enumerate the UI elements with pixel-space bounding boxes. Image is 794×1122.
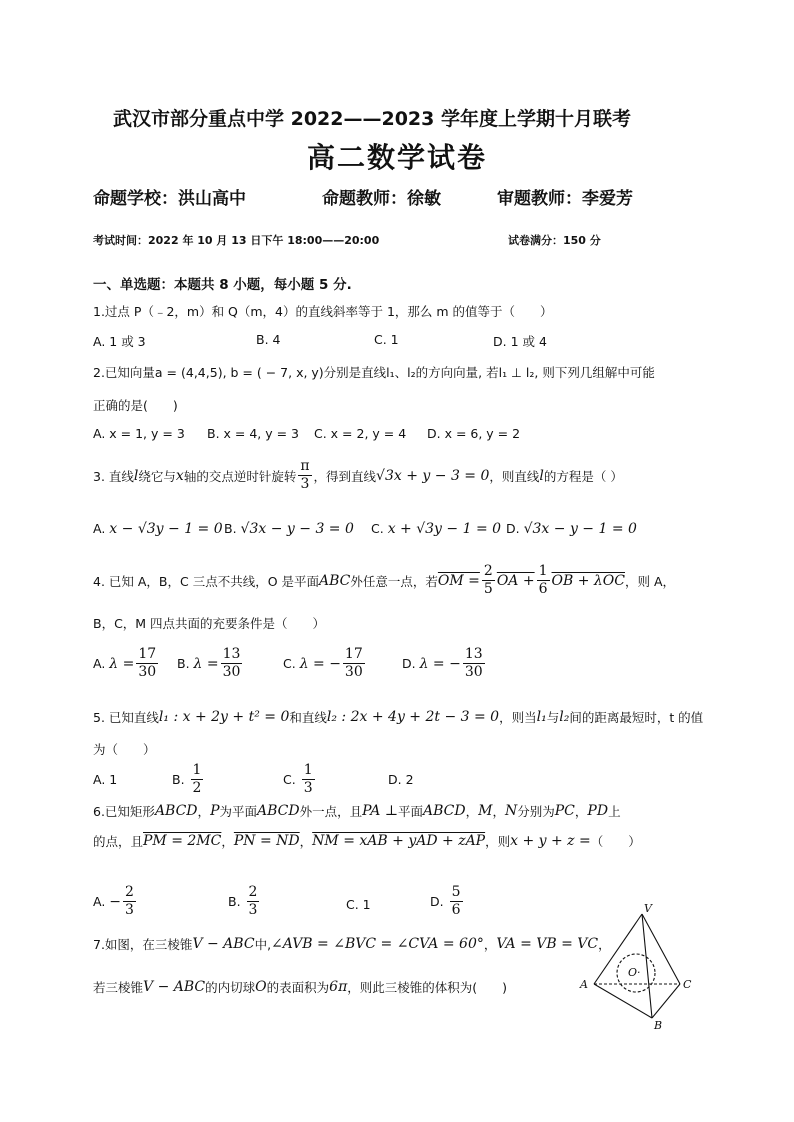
- q7-vabc: V − ABC: [192, 936, 255, 952]
- q6-text-h: 分别为: [517, 804, 555, 819]
- q7-text-g: 的表面积为: [266, 980, 330, 995]
- q5-text-e: 间的距离最短时，t 的值: [569, 710, 704, 725]
- q6-text-c: 为平面: [219, 804, 257, 819]
- q6-text-e: 平面: [398, 804, 424, 819]
- q6-text-g: ，: [492, 804, 505, 819]
- q3-option-b: [224, 521, 354, 537]
- q5-option-c: [283, 762, 317, 797]
- q7-text-h: ，则此三棱锥的体积为: [347, 980, 473, 995]
- q4-option-c-lambda: λ = −: [299, 655, 341, 672]
- q4-option-a-label: A.: [93, 656, 106, 671]
- q3-stem: [93, 458, 623, 493]
- section-heading: 一、单选题：本题共 8 小题，每小题 5 分.: [93, 277, 352, 293]
- q7-text-f: 的内切球: [205, 980, 256, 995]
- q4-frac-2-den: 6: [538, 581, 548, 597]
- q3-line-l-2: l: [539, 467, 544, 484]
- q6-text-d: 外一点，且: [299, 804, 363, 819]
- q7-text-b: 中,: [254, 937, 272, 952]
- q6-abcd: ABCD: [154, 803, 198, 819]
- q5-option-c-frac: [302, 762, 315, 797]
- q6-pm: PM = 2MC: [143, 833, 222, 849]
- school-title: 武汉市部分重点中学 2022——2023 学年度上学期十月联考: [113, 108, 631, 130]
- q3-option-d-label: D.: [506, 521, 520, 536]
- q6-option-a-label: A.: [93, 894, 106, 909]
- q5-text-d: 与: [546, 710, 560, 725]
- paper-title: 高二数学试卷: [306, 141, 487, 174]
- q7-o: O: [255, 979, 267, 995]
- setter-label: 命题教师：徐敏: [322, 189, 441, 209]
- q4-option-d: [402, 646, 487, 681]
- q7-area: 6π: [329, 979, 348, 995]
- q4-option-c-label: C.: [283, 656, 296, 671]
- label-a: A: [580, 978, 588, 991]
- q4-frac-2-num: 1: [538, 563, 548, 579]
- q3-text-a: 3. 直线: [93, 468, 134, 484]
- q4-frac-2: [537, 563, 550, 598]
- q6-option-d-num: 5: [451, 884, 461, 900]
- q6-abcd-2: ABCD: [257, 803, 300, 819]
- q4-option-d-label: D.: [402, 656, 416, 671]
- q1-option-d: D. 1 或 4: [493, 334, 547, 349]
- q6-stem-line1: [93, 802, 621, 820]
- q1-option-a: A. 1 或 3: [93, 334, 146, 349]
- q4-option-b-num: 13: [222, 646, 241, 662]
- q3-line-l: l: [133, 467, 139, 484]
- q4-option-b-frac: [221, 646, 243, 681]
- q4-om: OM =: [437, 572, 480, 589]
- edge-cb: [652, 984, 680, 1018]
- q6-option-b-label: B.: [228, 894, 241, 909]
- q4-option-a-frac: [136, 646, 158, 681]
- q3-option-a: [93, 521, 223, 537]
- q6-option-a-num: 2: [125, 884, 134, 900]
- q6-text-k: 的点，且: [93, 834, 144, 849]
- q5-text-c: ，则当: [499, 710, 537, 725]
- q6-option-a: [93, 884, 138, 919]
- q3-text-e: ，则直线: [489, 468, 540, 484]
- q4-abc: ABC: [319, 572, 351, 589]
- q6-option-b-den: 3: [248, 902, 258, 918]
- q1-option-b: B. 4: [256, 332, 281, 347]
- q5-option-c-num: 1: [303, 762, 313, 778]
- q6-option-a-minus: −: [109, 893, 122, 910]
- q5-option-a: A. 1: [93, 772, 118, 787]
- q4-option-c-num: 17: [344, 646, 363, 662]
- full-score: 试卷满分：150 分: [508, 234, 601, 247]
- q3-option-c-eq: x + √3y − 1 = 0: [387, 521, 502, 537]
- q6-pn: PN = ND: [233, 833, 300, 849]
- q6-m: M: [478, 803, 493, 819]
- q3-option-c-label: C.: [371, 521, 384, 536]
- q6-nm: NM = xAB + yAD + zAP: [312, 833, 486, 849]
- q3-option-a-eq: x − √3y − 1 = 0: [109, 521, 223, 537]
- label-c: C: [683, 978, 692, 991]
- q4-option-b-den: 30: [222, 664, 241, 680]
- q3-angle-fraction: [298, 458, 311, 493]
- q6-n: N: [505, 803, 518, 819]
- label-v: V: [644, 902, 652, 915]
- q3-option-c: [371, 521, 501, 537]
- q6-option-b-num: 2: [248, 884, 258, 900]
- q6-option-d-label: D.: [430, 894, 444, 909]
- q6-text-l: ，则: [485, 834, 511, 849]
- q2-option-b: B. x = 4, y = 3: [207, 426, 300, 441]
- q2-stem-line1: 2.已知向量a = (4,4,5), b = ( − 7, x, y)分别是直线l₁、l₂的方向向量, 若l₁ ⊥ l₂, 则下列几组解中可能: [93, 365, 655, 380]
- q4-option-b-lambda: λ =: [193, 655, 219, 672]
- q4-option-c-frac: [343, 646, 365, 681]
- q4-option-b-label: B.: [177, 656, 190, 671]
- q2-option-d: D. x = 6, y = 2: [427, 426, 521, 441]
- q6-text-b: ，: [197, 804, 211, 819]
- q6-comma-1: ，: [221, 834, 234, 849]
- q5-option-b-frac: [191, 762, 204, 797]
- q4-stem-line2: B，C，M 四点共面的充要条件是（ ）: [93, 616, 326, 631]
- tetrahedron-figure: [576, 902, 700, 1030]
- q3-line-eq: √3x + y − 3 = 0: [376, 467, 490, 484]
- q6-text-m: （ ）: [590, 834, 641, 849]
- q6-option-b-frac: [247, 884, 260, 919]
- q3-text-c: 轴的交点逆时针旋转: [183, 468, 297, 484]
- q4-ob-oc: OB + λOC: [551, 572, 625, 589]
- q7-stem-line2: [93, 978, 507, 996]
- q4-option-c: [283, 646, 367, 681]
- q4-option-a-den: 30: [138, 664, 157, 680]
- q5-text-a: 5. 已知直线: [93, 710, 159, 725]
- q7-text-d: ，: [598, 937, 611, 952]
- q3-option-d-eq: √3x − y − 1 = 0: [523, 521, 637, 537]
- q5-l1-equation: l₁ : x + 2y + t² = 0: [158, 709, 290, 725]
- q5-l2-equation: l₂ : 2x + 4y + 2t − 3 = 0: [326, 709, 500, 725]
- q7-edges: VA = VB = VC: [496, 936, 599, 952]
- q5-text-b: 和直线: [289, 710, 327, 725]
- q6-pd: PD: [587, 803, 609, 819]
- q7-text-a: 7.如图，在三棱锥: [93, 937, 193, 952]
- q2-option-c: C. x = 2, y = 4: [314, 426, 407, 441]
- q6-option-d: [430, 884, 465, 919]
- q4-option-c-den: 30: [344, 664, 363, 680]
- q7-vabc-2: V − ABC: [143, 979, 206, 995]
- q6-option-b: [228, 884, 261, 919]
- q3-text-d: ，得到直线: [313, 468, 377, 484]
- q5-option-b-den: 2: [192, 780, 202, 796]
- q7-text-c: ，: [483, 937, 497, 952]
- q4-option-d-den: 30: [464, 664, 483, 680]
- q6-abcd-3: ABCD: [423, 803, 466, 819]
- q5-option-d: D. 2: [388, 772, 414, 787]
- q5-option-b: [172, 762, 205, 797]
- q4-option-a-lambda: λ =: [109, 655, 135, 672]
- q5-stem-line1: [93, 708, 703, 726]
- q3-option-d: [506, 521, 637, 537]
- q6-option-c: C. 1: [346, 897, 371, 912]
- q5-l2: l₂: [559, 709, 570, 725]
- q3-angle-den: 3: [300, 476, 310, 492]
- q6-pc: PC: [554, 803, 575, 819]
- reviewer-label: 审题教师：李爱芳: [497, 189, 633, 209]
- q6-option-d-den: 6: [451, 902, 461, 918]
- school-label: 命题学校：洪山高中: [93, 189, 246, 209]
- q6-text-j: 上: [608, 804, 621, 819]
- q6-option-d-frac: [450, 884, 463, 919]
- q4-stem-line1: [93, 563, 675, 598]
- q4-option-b: [177, 646, 244, 681]
- q7-text-e: 若三棱锥: [93, 980, 144, 995]
- q2-stem-line2: 正确的是( ): [93, 398, 178, 413]
- q7-angles: ∠AVB = ∠BVC = ∠CVA = 60°: [271, 936, 484, 952]
- q4-frac-1: [482, 563, 495, 598]
- q6-text-a: 6.已知矩形: [93, 804, 155, 819]
- q3-option-b-eq: √3x − y − 3 = 0: [240, 521, 354, 537]
- q4-oa: OA +: [496, 572, 535, 589]
- edge-ab: [594, 984, 652, 1018]
- q6-option-a-frac: [123, 884, 136, 919]
- q6-comma-2: ，: [299, 834, 313, 849]
- exam-time: 考试时间：2022 年 10 月 13 日下午 18:00——20:00: [93, 234, 380, 247]
- q6-stem-line2: [93, 832, 641, 850]
- q5-option-c-den: 3: [303, 780, 313, 796]
- q3-x: x: [175, 467, 184, 484]
- q3-text-b: 绕它与: [138, 468, 176, 484]
- q6-pa: PA ⊥: [362, 803, 398, 819]
- q4-option-d-frac: [463, 646, 485, 681]
- q6-text-f: ，: [465, 804, 479, 819]
- label-o: O·: [628, 966, 641, 979]
- q1-stem: 1.过点 P（﹣2，m）和 Q（m，4）的直线斜率等于 1，那么 m 的值等于（ ）: [93, 304, 553, 319]
- q5-l1: l₁: [536, 709, 547, 725]
- label-b: B: [654, 1019, 663, 1030]
- q5-option-b-label: B.: [172, 772, 185, 787]
- q7-stem-line1: [93, 935, 611, 953]
- q4-text-c: ，则 A，: [625, 573, 676, 589]
- q3-angle-num: π: [300, 458, 310, 474]
- q3-option-a-label: A.: [93, 521, 106, 536]
- q4-frac-1-num: 2: [483, 563, 493, 579]
- q5-option-c-label: C.: [283, 772, 296, 787]
- q5-option-b-num: 1: [192, 762, 202, 778]
- q3-text-f: 的方程是（ ）: [543, 468, 623, 484]
- q4-option-d-lambda: λ = −: [419, 655, 461, 672]
- q2-option-a: A. x = 1, y = 3: [93, 426, 185, 441]
- q4-frac-1-den: 5: [483, 581, 493, 597]
- q4-option-d-num: 13: [464, 646, 483, 662]
- q3-option-b-label: B.: [224, 521, 237, 536]
- q1-option-c: C. 1: [374, 332, 399, 347]
- q7-paren: ( ): [472, 980, 508, 995]
- q6-p: P: [210, 803, 220, 819]
- q6-option-a-den: 3: [125, 902, 134, 918]
- q5-stem-line2: 为（ ）: [93, 742, 156, 757]
- q4-text-b: 外任意一点，若: [350, 573, 438, 589]
- q4-option-a-num: 17: [138, 646, 157, 662]
- q6-xyz: x + y + z =: [510, 833, 591, 849]
- q4-option-a: [93, 646, 160, 681]
- q4-text-a: 4. 已知 A，B，C 三点不共线，O 是平面: [93, 573, 320, 589]
- q6-text-i: ，: [574, 804, 588, 819]
